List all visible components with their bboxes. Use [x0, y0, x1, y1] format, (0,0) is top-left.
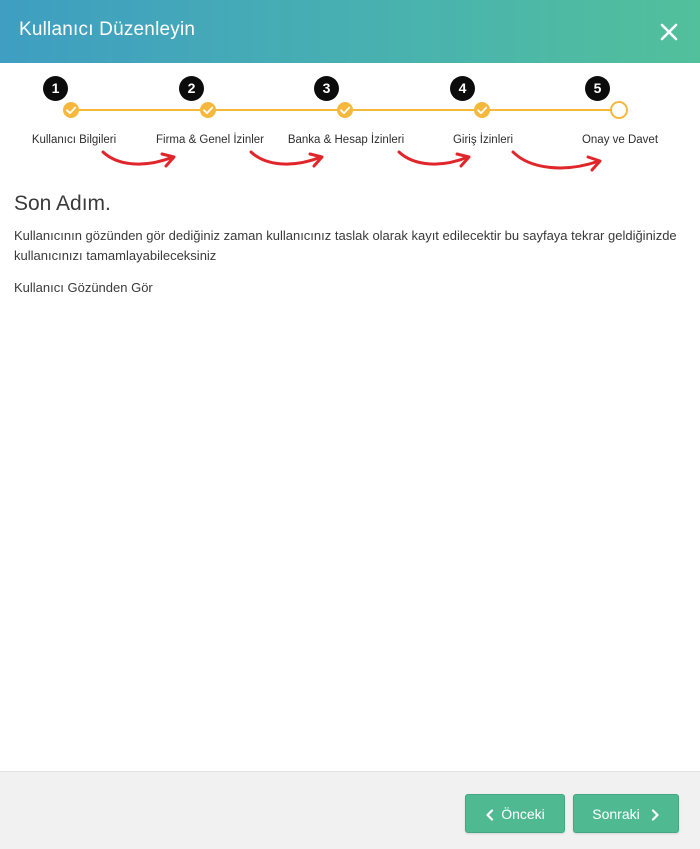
step-description: Kullanıcının gözünden gör dediğiniz zaman kullanıcınız taslak olarak kayıt edilecektir bu sayfaya tekrar geldiğinizde kullanıcınızı tamamlayabileceksiniz	[14, 228, 677, 263]
step-3-badge: 3	[314, 76, 339, 101]
next-button[interactable]	[573, 794, 679, 833]
step-1-label[interactable]: Kullanıcı Bilgileri	[31, 134, 117, 146]
modal-title: Kullanıcı Düzenleyin	[19, 19, 196, 40]
step-wizard	[0, 63, 700, 183]
modal-footer	[0, 771, 700, 849]
modal-header	[0, 0, 700, 63]
step-4-badge: 4	[450, 76, 475, 101]
step-1-badge: 1	[43, 76, 68, 101]
chevron-left-icon	[485, 808, 495, 820]
view-as-user-link[interactable]: Kullanıcı Gözünden Gör	[14, 280, 153, 295]
step-3-label[interactable]: Banka & Hesap İzinleri	[287, 134, 405, 146]
next-button-label: Sonraki	[592, 805, 640, 822]
red-arrow-icon	[513, 152, 600, 170]
red-arrow-icon	[251, 152, 322, 166]
step-1-check-icon	[63, 102, 79, 118]
step-5-label[interactable]: Onay ve Davet	[581, 134, 659, 146]
chevron-right-icon	[650, 808, 660, 820]
step-2-check-icon	[200, 102, 216, 118]
previous-button-label: Önceki	[501, 805, 545, 822]
step-4-check-icon	[474, 102, 490, 118]
previous-button[interactable]	[465, 794, 565, 833]
step-2-label[interactable]: Firma & Genel İzinler	[155, 134, 265, 146]
step-2-badge: 2	[179, 76, 204, 101]
step-5-current-circle	[611, 102, 627, 118]
step-3-check-icon	[337, 102, 353, 118]
step-content	[14, 192, 686, 297]
close-icon[interactable]	[656, 19, 682, 45]
step-heading: Son Adım.	[14, 192, 111, 215]
red-arrow-icon	[399, 152, 469, 166]
step-4-label[interactable]: Giriş İzinleri	[452, 134, 514, 146]
red-arrow-icon	[103, 152, 174, 166]
step-5-badge: 5	[585, 76, 610, 101]
